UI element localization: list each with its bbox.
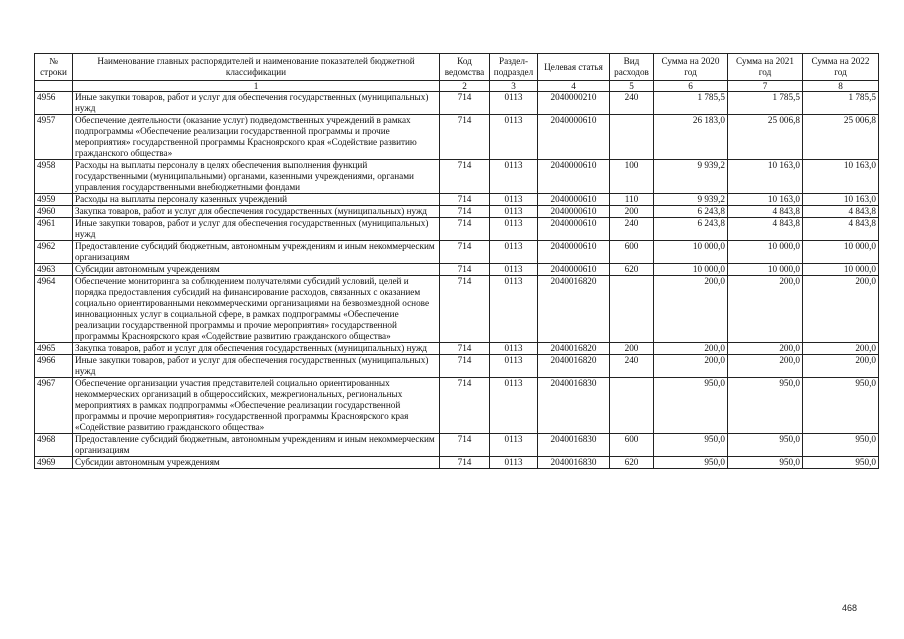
table-row (35, 218, 879, 241)
row-target: 2040016820 (538, 355, 610, 378)
table-row (35, 160, 879, 194)
row-sum-2020: 950,0 (654, 378, 728, 434)
row-target: 2040000610 (538, 194, 610, 206)
column-number: 8 (803, 81, 879, 92)
row-number: 4969 (35, 457, 73, 469)
header-expense-type: Вид расходов (610, 54, 654, 81)
row-sum-2022: 950,0 (803, 457, 879, 469)
column-numbers-row (35, 81, 879, 92)
row-dept-code: 714 (440, 276, 490, 343)
row-dept-code: 714 (440, 343, 490, 355)
table-row (35, 343, 879, 355)
row-sum-2020: 9 939,2 (654, 194, 728, 206)
row-number: 4962 (35, 241, 73, 264)
row-expense-type: 240 (610, 218, 654, 241)
row-expense-type: 240 (610, 355, 654, 378)
row-number: 4957 (35, 115, 73, 160)
row-name: Субсидии автономным учреждениям (73, 457, 440, 469)
row-number: 4966 (35, 355, 73, 378)
row-number: 4967 (35, 378, 73, 434)
row-dept-code: 714 (440, 378, 490, 434)
row-sum-2022: 950,0 (803, 378, 879, 434)
row-sum-2022: 200,0 (803, 355, 879, 378)
table-row (35, 264, 879, 276)
row-sum-2022: 10 163,0 (803, 160, 879, 194)
row-expense-type: 600 (610, 241, 654, 264)
table-row (35, 276, 879, 343)
row-sum-2020: 6 243,8 (654, 218, 728, 241)
column-number: 6 (654, 81, 728, 92)
row-section: 0113 (490, 355, 538, 378)
row-sum-2022: 200,0 (803, 276, 879, 343)
row-section: 0113 (490, 241, 538, 264)
column-number: 5 (610, 81, 654, 92)
row-sum-2021: 200,0 (728, 343, 803, 355)
row-target: 2040016820 (538, 276, 610, 343)
header-sum-2021: Сумма на 2021 год (728, 54, 803, 81)
row-name: Субсидии автономным учреждениям (73, 264, 440, 276)
row-expense-type: 600 (610, 434, 654, 457)
table-body (35, 92, 879, 469)
row-target: 2040000610 (538, 160, 610, 194)
row-sum-2020: 950,0 (654, 457, 728, 469)
header-sum-2020: Сумма на 2020 год (654, 54, 728, 81)
row-section: 0113 (490, 206, 538, 218)
header-sum-2022: Сумма на 2022 год (803, 54, 879, 81)
header-section: Раздел-подраздел (490, 54, 538, 81)
row-number: 4963 (35, 264, 73, 276)
row-number: 4964 (35, 276, 73, 343)
table-row (35, 241, 879, 264)
row-section: 0113 (490, 115, 538, 160)
row-dept-code: 714 (440, 194, 490, 206)
row-number: 4956 (35, 92, 73, 115)
row-sum-2022: 25 006,8 (803, 115, 879, 160)
column-number: 4 (538, 81, 610, 92)
row-expense-type: 200 (610, 206, 654, 218)
row-sum-2021: 10 000,0 (728, 241, 803, 264)
table-row (35, 206, 879, 218)
row-target: 2040000610 (538, 115, 610, 160)
row-sum-2020: 10 000,0 (654, 264, 728, 276)
row-sum-2021: 10 163,0 (728, 194, 803, 206)
row-sum-2022: 10 000,0 (803, 241, 879, 264)
column-number (35, 81, 73, 92)
row-sum-2022: 950,0 (803, 434, 879, 457)
row-name: Расходы на выплаты персоналу казенных учреждений (73, 194, 440, 206)
row-section: 0113 (490, 434, 538, 457)
row-section: 0113 (490, 218, 538, 241)
row-sum-2021: 10 163,0 (728, 160, 803, 194)
table-row (35, 434, 879, 457)
row-target: 2040016830 (538, 378, 610, 434)
header-row-no: № строки (35, 54, 73, 81)
page-number: 468 (842, 603, 858, 613)
row-expense-type (610, 276, 654, 343)
row-dept-code: 714 (440, 160, 490, 194)
row-sum-2021: 25 006,8 (728, 115, 803, 160)
row-section: 0113 (490, 378, 538, 434)
row-expense-type: 240 (610, 92, 654, 115)
row-name: Обеспечение мониторинга за соблюдением получателями субсидий условий, целей и порядка предоставления субсидий на финансирование расходов, связанных с оказанием социально ориентированными некоммерческими организациями на безвозмездной основе инновационных услуг в социальной сфере, в рамках подпрограммы «Обеспечение реализации государственной программы и прочие мероприятия» государственной программы Красноярского края «Содействие развитию гражданского общества» (73, 276, 440, 343)
row-dept-code: 714 (440, 457, 490, 469)
row-sum-2022: 10 000,0 (803, 264, 879, 276)
row-expense-type: 620 (610, 457, 654, 469)
row-dept-code: 714 (440, 218, 490, 241)
row-sum-2020: 200,0 (654, 355, 728, 378)
row-name: Предоставление субсидий бюджетным, автономным учреждениям и иным некоммерческим организациям (73, 434, 440, 457)
row-number: 4958 (35, 160, 73, 194)
row-target: 2040016820 (538, 343, 610, 355)
row-target: 2040016830 (538, 434, 610, 457)
row-sum-2020: 6 243,8 (654, 206, 728, 218)
row-target: 2040016830 (538, 457, 610, 469)
row-name: Расходы на выплаты персоналу в целях обеспечения выполнения функций государственными (муниципальными) органами, казенными учреждениями, органами управления государственными внебюджетными фондами (73, 160, 440, 194)
table-row (35, 355, 879, 378)
row-sum-2021: 1 785,5 (728, 92, 803, 115)
row-dept-code: 714 (440, 264, 490, 276)
row-expense-type (610, 115, 654, 160)
row-target: 2040000610 (538, 241, 610, 264)
row-dept-code: 714 (440, 355, 490, 378)
row-section: 0113 (490, 264, 538, 276)
row-name: Иные закупки товаров, работ и услуг для обеспечения государственных (муниципальных) нужд (73, 218, 440, 241)
row-name: Обеспечение деятельности (оказание услуг) подведомственных учреждений в рамках подпрограммы «Обеспечение реализации государственной программы и прочие мероприятия» государственной программы Красноярского края «Содействие развитию гражданского общества» (73, 115, 440, 160)
row-name: Иные закупки товаров, работ и услуг для обеспечения государственных (муниципальных) нужд (73, 355, 440, 378)
row-sum-2021: 950,0 (728, 378, 803, 434)
row-dept-code: 714 (440, 241, 490, 264)
row-section: 0113 (490, 343, 538, 355)
row-sum-2021: 10 000,0 (728, 264, 803, 276)
row-sum-2021: 200,0 (728, 276, 803, 343)
row-sum-2022: 4 843,8 (803, 218, 879, 241)
header-dept-code: Код ведомства (440, 54, 490, 81)
row-sum-2020: 1 785,5 (654, 92, 728, 115)
row-sum-2022: 10 163,0 (803, 194, 879, 206)
row-dept-code: 714 (440, 92, 490, 115)
column-number: 2 (440, 81, 490, 92)
row-number: 4959 (35, 194, 73, 206)
row-sum-2021: 4 843,8 (728, 206, 803, 218)
header-name: Наименование главных распорядителей и наименование показателей бюджетной классификации (73, 54, 440, 81)
row-expense-type: 200 (610, 343, 654, 355)
header-target: Целевая статья (538, 54, 610, 81)
table-header (35, 54, 879, 92)
budget-table (34, 53, 879, 469)
row-section: 0113 (490, 92, 538, 115)
row-sum-2022: 1 785,5 (803, 92, 879, 115)
row-target: 2040000610 (538, 218, 610, 241)
row-dept-code: 714 (440, 115, 490, 160)
row-section: 0113 (490, 457, 538, 469)
table-row (35, 115, 879, 160)
column-number: 3 (490, 81, 538, 92)
row-number: 4968 (35, 434, 73, 457)
row-expense-type (610, 378, 654, 434)
row-sum-2021: 950,0 (728, 434, 803, 457)
table-row (35, 378, 879, 434)
table-row (35, 194, 879, 206)
row-dept-code: 714 (440, 434, 490, 457)
row-number: 4965 (35, 343, 73, 355)
row-sum-2020: 200,0 (654, 276, 728, 343)
row-section: 0113 (490, 276, 538, 343)
row-expense-type: 100 (610, 160, 654, 194)
row-expense-type: 110 (610, 194, 654, 206)
row-name: Закупка товаров, работ и услуг для обеспечения государственных (муниципальных) нужд (73, 343, 440, 355)
row-name: Иные закупки товаров, работ и услуг для обеспечения государственных (муниципальных) нужд (73, 92, 440, 115)
row-sum-2021: 950,0 (728, 457, 803, 469)
row-name: Закупка товаров, работ и услуг для обеспечения государственных (муниципальных) нужд (73, 206, 440, 218)
column-number: 1 (73, 81, 440, 92)
row-number: 4960 (35, 206, 73, 218)
row-number: 4961 (35, 218, 73, 241)
row-sum-2021: 4 843,8 (728, 218, 803, 241)
table-row (35, 92, 879, 115)
row-name: Предоставление субсидий бюджетным, автономным учреждениям и иным некоммерческим организациям (73, 241, 440, 264)
row-sum-2020: 950,0 (654, 434, 728, 457)
row-name: Обеспечение организации участия представителей социально ориентированных некоммерческих организаций в общероссийских, межрегиональных, региональных мероприятиях в рамках подпрограммы «Обеспечение реализации государственной программы и прочие мероприятия» государственной программы Красноярского края «Содействие развитию гражданского общества» (73, 378, 440, 434)
row-sum-2021: 200,0 (728, 355, 803, 378)
row-sum-2020: 10 000,0 (654, 241, 728, 264)
row-sum-2020: 200,0 (654, 343, 728, 355)
row-sum-2022: 4 843,8 (803, 206, 879, 218)
row-section: 0113 (490, 194, 538, 206)
row-dept-code: 714 (440, 206, 490, 218)
column-number: 7 (728, 81, 803, 92)
row-target: 2040000610 (538, 206, 610, 218)
table-row (35, 457, 879, 469)
row-target: 2040000610 (538, 264, 610, 276)
row-expense-type: 620 (610, 264, 654, 276)
row-sum-2020: 26 183,0 (654, 115, 728, 160)
row-section: 0113 (490, 160, 538, 194)
row-sum-2020: 9 939,2 (654, 160, 728, 194)
row-target: 2040000210 (538, 92, 610, 115)
row-sum-2022: 200,0 (803, 343, 879, 355)
